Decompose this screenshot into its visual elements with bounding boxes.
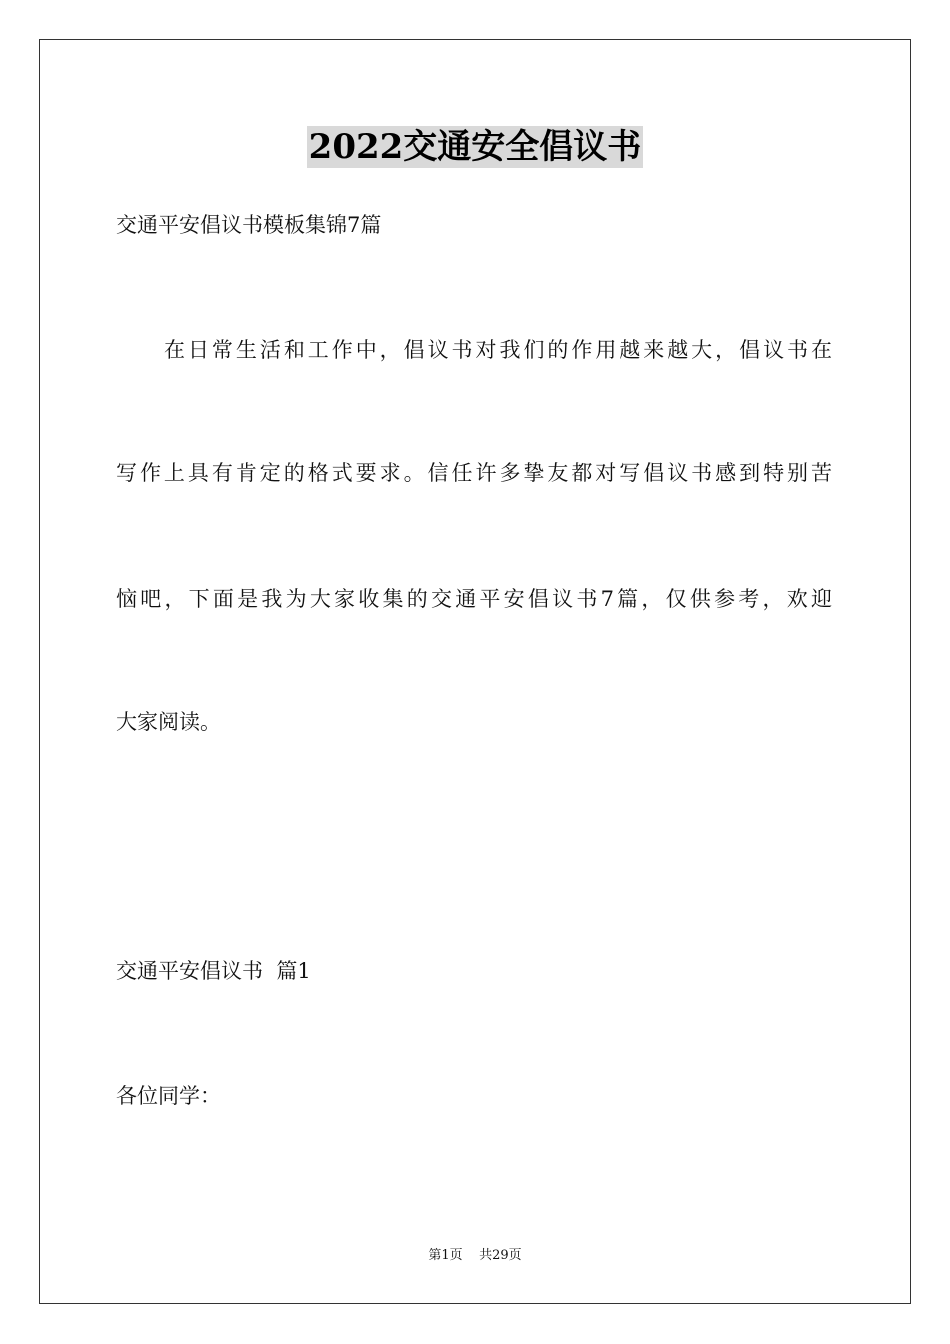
- intro-line-1: 在日常生活和工作中，倡议书对我们的作用越来越大，倡议书在: [164, 338, 832, 362]
- salutation: 各位同学：: [116, 1084, 221, 1108]
- intro-line-2: 写作上具有肯定的格式要求。信任许多挚友都对写倡议书感到特别苦: [116, 461, 832, 485]
- intro-line-4: 大家阅读。: [116, 710, 221, 734]
- title-container: [0, 126, 950, 168]
- page-footer: [0, 1247, 950, 1265]
- intro-line-3: 恼吧，下面是我为大家收集的交通平安倡议书7篇，仅供参考，欢迎: [116, 587, 832, 611]
- document-subtitle: 交通平安倡议书模板集锦7篇: [116, 213, 382, 237]
- page-number: 第1页: [428, 1248, 463, 1263]
- document-title: 2022交通安全倡议书: [308, 127, 642, 167]
- section-heading: 交通平安倡议书 篇1: [116, 959, 311, 983]
- page-total: 共29页: [479, 1248, 522, 1263]
